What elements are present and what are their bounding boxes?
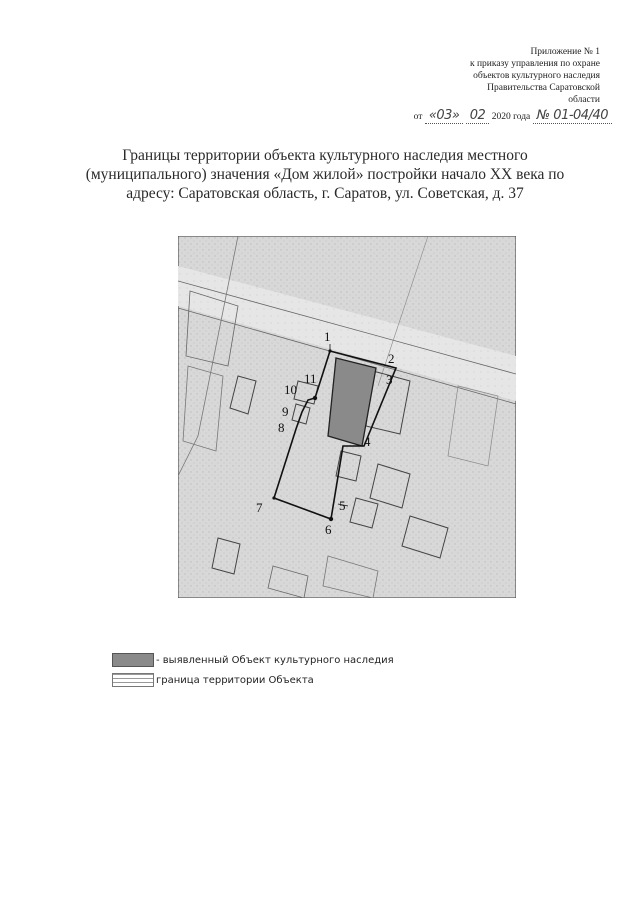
title-line: адресу: Саратовская область, г. Саратов, ул. Советская, д. 37	[126, 185, 524, 202]
cadastral-map	[178, 236, 516, 598]
point-label: 1	[324, 329, 331, 344]
boundary-point	[313, 396, 317, 400]
appendix-block	[380, 46, 600, 106]
point-label: 7	[256, 500, 263, 515]
order-date-line	[352, 108, 612, 124]
boundary-point	[272, 496, 275, 499]
title-line: (муниципального) значения «Дом жилой» постройки начало XX века по	[85, 166, 565, 183]
point-label: 5	[339, 498, 346, 513]
document-title	[80, 146, 570, 203]
border-swatch	[112, 673, 154, 687]
point-label: 9	[282, 404, 289, 419]
order-number: № 01-04/40	[533, 108, 612, 124]
map-legend	[112, 653, 512, 693]
appendix-line: Приложение № 1	[530, 47, 600, 57]
title-line: Границы территории объекта культурного наследия местного	[122, 147, 528, 164]
point-label: 3	[386, 372, 393, 387]
order-prefix: от	[413, 112, 423, 122]
legend-border-label: граница территории Объекта	[156, 674, 314, 686]
point-label: 4	[364, 434, 371, 449]
appendix-line: области	[568, 95, 600, 105]
appendix-line: Правительства Саратовской	[487, 83, 600, 93]
point-label: 6	[325, 522, 332, 537]
legend-row-border	[112, 673, 512, 687]
order-year: 2020 года	[491, 112, 531, 122]
point-label: 10	[284, 382, 297, 397]
order-day: «03»	[425, 108, 464, 124]
order-month: 02	[466, 108, 490, 124]
legend-row-object	[112, 653, 512, 667]
legend-object-label: - выявленный Объект культурного наследия	[156, 654, 394, 666]
boundary-point	[329, 517, 333, 521]
object-swatch	[112, 653, 154, 667]
appendix-line: к приказу управления по охране	[469, 59, 600, 69]
point-label: 2	[388, 351, 395, 366]
appendix-line: объектов культурного наследия	[473, 71, 600, 81]
point-label: 11	[304, 371, 317, 386]
point-label: 8	[278, 420, 285, 435]
